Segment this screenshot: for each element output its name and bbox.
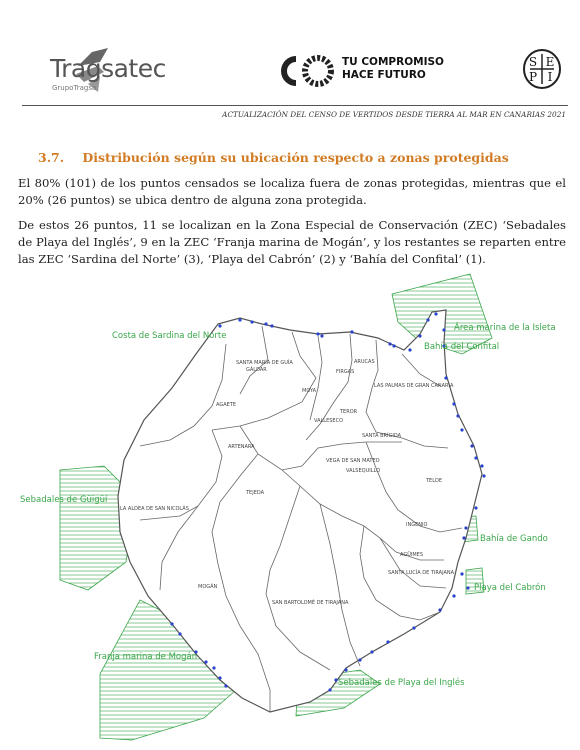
header-divider: [22, 105, 568, 106]
point: [474, 506, 477, 509]
label-galdar: GÁLDAR: [246, 367, 267, 373]
point: [320, 334, 323, 337]
point: [438, 608, 441, 611]
label-area-isleta: Área marina de la Isleta: [454, 323, 556, 333]
compromiso-line-1: TU COMPROMISO: [342, 56, 444, 68]
point: [218, 324, 221, 327]
label-aguimes: AGÜIMES: [400, 552, 423, 558]
point: [178, 632, 181, 635]
point: [464, 526, 467, 529]
point: [462, 536, 465, 539]
label-guia: SANTA MARÍA DE GUÍA: [236, 360, 293, 366]
label-moya: MOYA: [302, 388, 317, 394]
point: [466, 586, 469, 589]
page-header: [0, 0, 580, 120]
label-teror: TEROR: [340, 409, 358, 415]
tragsatec-subtitle: GrupoTragsa: [52, 84, 97, 92]
point: [270, 324, 273, 327]
label-tejeda: TEJEDA: [246, 490, 265, 496]
point: [460, 428, 463, 431]
sepi-letter-p: P: [528, 70, 538, 84]
label-firgas: FIRGAS: [336, 369, 355, 375]
paragraph-2: De estos 26 puntos, 11 se localizan en la Zona Especial de Conservación (ZEC) ‘Sebadales de Playa del Inglés’, 9 en la ZEC ‘Franja marina de Mogán’, y los restantes se reparten entre las ZEC ‘Sardina del Norte’ (3), ‘Playa del Cabrón’ (2) y ‘Bahía del Confital’ (1).: [18, 218, 566, 266]
point: [328, 688, 331, 691]
point: [412, 626, 415, 629]
section-number: 3.7.: [38, 150, 65, 165]
section-heading: [38, 150, 509, 165]
tragsatec-name: Tragsatec: [50, 54, 166, 83]
point: [434, 312, 437, 315]
point: [452, 402, 455, 405]
label-brigida: SANTA BRÍGIDA: [362, 433, 402, 439]
point: [470, 444, 473, 447]
point: [224, 684, 227, 687]
gran-canaria-map: [0, 270, 580, 750]
label-sebadales-guigui: Sebadales de Güigüí: [20, 495, 108, 505]
sepi-letter-e: E: [545, 55, 555, 69]
label-bartolome: SAN BARTOLOMÉ DE TIRAJANA: [272, 600, 349, 606]
label-sebadales-ingles: Sebadales de Playa del Inglés: [338, 678, 465, 688]
point: [482, 474, 485, 477]
point: [350, 330, 353, 333]
label-bahia-gando: Bahía de Gando: [480, 534, 548, 544]
compromiso-line-2: HACE FUTURO: [342, 69, 426, 81]
label-playa-cabron: Playa del Cabrón: [474, 583, 546, 593]
label-artenara: ARTENARA: [228, 444, 255, 450]
label-ingenio: INGENIO: [406, 522, 428, 528]
point: [460, 572, 463, 575]
label-telde: TELDE: [426, 478, 443, 484]
point: [264, 322, 267, 325]
point: [456, 414, 459, 417]
label-costa-sardina: Costa de Sardina del Norte: [112, 331, 227, 341]
point: [386, 640, 389, 643]
point: [250, 320, 253, 323]
point: [452, 594, 455, 597]
label-aldea: LA ALDEA DE SAN NICOLÁS: [120, 506, 189, 512]
point: [358, 658, 361, 661]
point: [392, 344, 395, 347]
point: [370, 650, 373, 653]
report-title: ACTUALIZACIÓN DEL CENSO DE VERTIDOS DESDE TIERRA AL MAR EN CANARIAS 2021: [222, 110, 566, 119]
label-arucas: ARUCAS: [354, 359, 375, 365]
compromiso-logo-icon: [272, 54, 336, 88]
point: [474, 456, 477, 459]
sepi-logo-icon: [522, 48, 562, 90]
point: [480, 464, 483, 467]
point: [388, 342, 391, 345]
point: [204, 660, 207, 663]
sepi-letter-i: I: [547, 70, 553, 84]
label-bahia-confital: Bahía del Confital: [424, 342, 500, 352]
point: [316, 332, 319, 335]
label-valsequillo: VALSEQUILLO: [346, 468, 381, 474]
sepi-letter-s: S: [528, 55, 538, 69]
point: [444, 376, 447, 379]
point: [426, 318, 429, 321]
point: [238, 318, 241, 321]
point: [218, 676, 221, 679]
compromiso-slogan: [342, 56, 444, 82]
point: [408, 348, 411, 351]
label-valleseco: VALLESECO: [314, 418, 344, 424]
section-title: Distribución según su ubicación respecto a zonas protegidas: [82, 150, 509, 165]
label-vega: VEGA DE SAN MATEO: [326, 458, 380, 464]
label-mogan: MOGÁN: [198, 584, 218, 590]
point: [212, 666, 215, 669]
label-palmas: LAS PALMAS DE GRAN CANARIA: [374, 383, 454, 389]
point: [170, 622, 173, 625]
point: [344, 668, 347, 671]
paragraph-1: El 80% (101) de los puntos censados se localiza fuera de zonas protegidas, mientras que el 20% (26 puntos) se ubica dentro de alguna zona protegida.: [18, 176, 566, 207]
point: [418, 334, 421, 337]
label-franja-mogan: Franja marina de Mogán: [94, 652, 198, 662]
label-agaete: AGAETE: [216, 402, 236, 408]
point: [442, 328, 445, 331]
label-lucia: SANTA LUCÍA DE TIRAJANA: [388, 570, 455, 576]
